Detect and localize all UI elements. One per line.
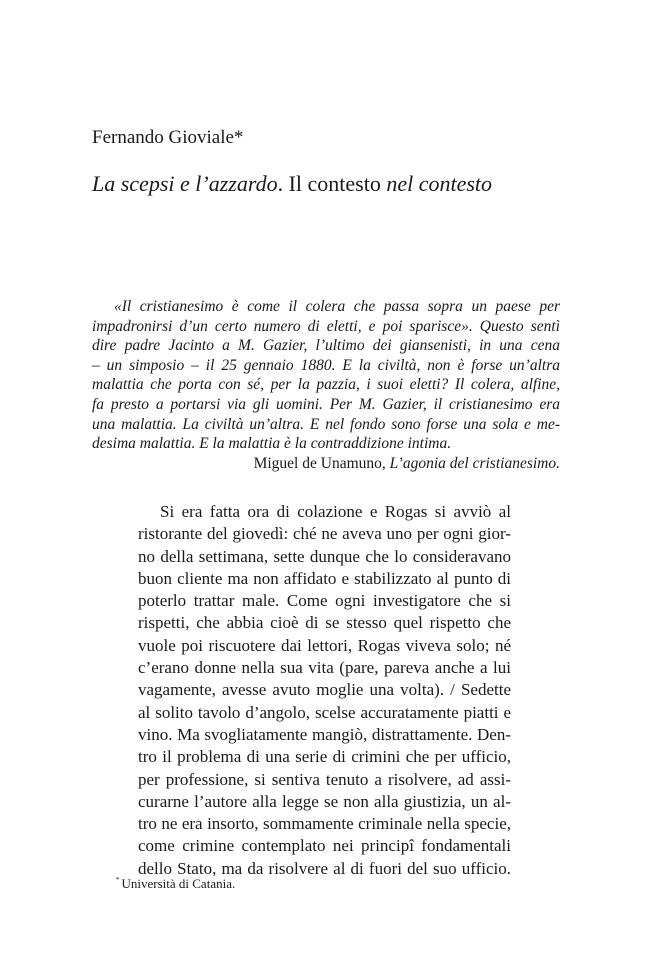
body-line: come crimine contemplato nei principî fondamentali <box>138 836 511 856</box>
body-line: curarne l’autore alla legge se non alla giustizia, un al- <box>138 791 511 811</box>
body-line: Si era fatta ora di colazione e Rogas si avviò al <box>160 502 511 521</box>
body-line: poterlo trattar male. Come ogni investigatore che si <box>138 591 511 611</box>
body-line: buon cliente ma non affidato e stabilizzato al punto di <box>138 568 511 588</box>
author-name: Fernando Gioviale* <box>92 127 244 148</box>
epigraph-line: impadronirsi d’un certo numero di eletti, e poi sparisce». Questo sentì <box>92 317 560 335</box>
body-line: vagamente, avesse avuto moglie una volta). / Sedette <box>138 680 511 700</box>
footnote-text: Università di Catania. <box>121 876 236 891</box>
body-paragraph <box>138 501 511 880</box>
epigraph-line: dire padre Jacinto a M. Gazier, l’ultimo dei giansenisti, in una cena <box>92 337 560 355</box>
body-line: per professione, si sentiva tenuto a risolvere, ad assi- <box>138 769 511 789</box>
body-line: tro ne era insorto, sommamente criminale nella specie, <box>138 814 511 834</box>
epigraph-line: una malattia. La civiltà un’altra. E nel fondo sono forse una sola e me- <box>92 415 560 433</box>
title-italic-part: La scepsi e l’azzardo <box>92 171 278 196</box>
body-line: no della settimana, sette dunque che lo consideravano <box>138 546 511 566</box>
footnote <box>116 872 235 892</box>
epigraph-line: «Il cristianesimo è come il colera che passa sopra un paese per <box>114 298 560 315</box>
body-line: ristorante del giovedì: ché ne aveva uno per ogni gior- <box>138 524 511 544</box>
epigraph-line: – un simposio – il 25 gennaio 1880. E la civiltà, non è forse un’altra <box>92 356 560 374</box>
footnote-marker: * <box>116 876 120 884</box>
body-line: vino. Ma svogliatamente mangiò, distrattamente. Den- <box>138 724 511 744</box>
epigraph-attribution <box>92 454 560 474</box>
attribution-work: L’agonia del cristianesimo. <box>389 454 560 472</box>
body-line: al solito tavolo d’angolo, scelse accuratamente piatti e <box>138 702 511 722</box>
epigraph-line: fa presto a portarsi via gli uomini. Per M. Gazier, il cristianesimo era <box>92 395 560 413</box>
body-line: tro il problema di una serie di crimini che per ufficio, <box>138 747 511 767</box>
epigraph-line: desima malattia. E la malattia è la contraddizione intima. <box>92 435 452 453</box>
title-italic-end: nel contesto <box>386 171 493 196</box>
epigraph <box>92 297 560 473</box>
body-line: c’erano donne nella sua vita (pare, pareva anche a lui <box>138 658 511 678</box>
epigraph-line: malattia che porta con sé, per la pazzia, i suoi eletti? Il colera, alfine, <box>92 376 560 394</box>
title-roman-part: . Il contesto <box>277 171 387 196</box>
body-line: rispetti, che abbia cioè di se stesso quel rispetto che <box>138 613 511 633</box>
article-title <box>92 170 492 198</box>
attribution-author: Miguel de Unamuno, <box>253 454 390 472</box>
body-line: vuole poi riscuotere dai lettori, Rogas viveva solo; né <box>138 635 511 655</box>
body-line: dello Stato, ma da risolvere al di fuori del suo ufficio. <box>138 858 511 878</box>
